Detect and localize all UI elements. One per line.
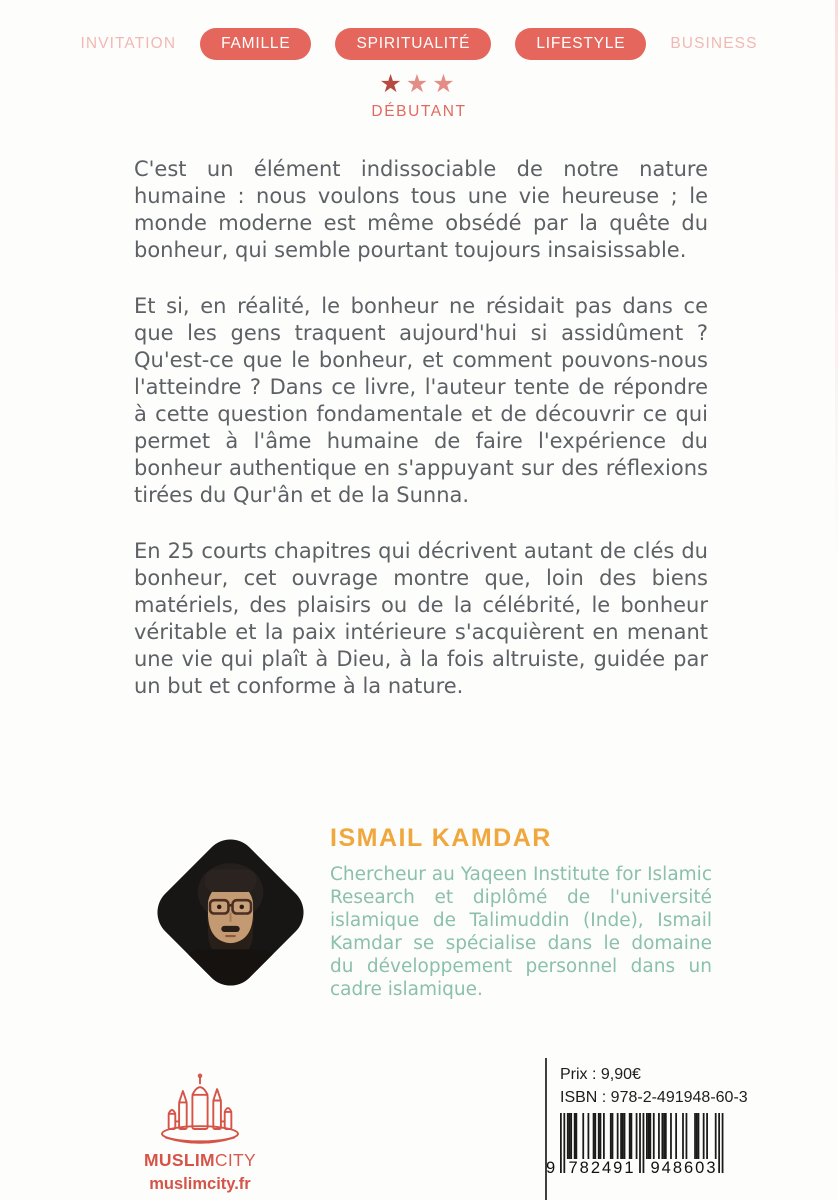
synopsis-paragraph-3: En 25 courts chapitres qui décrivent autant de clés du bonheur, cet ouvrage montre que, loin des biens matériels, des plaisirs ou de la célébrité, le bonheur véritable et la paix intérieure s'acquièrent en menant une vie qui plaît à Dieu, à la fois altruiste, guidée par un but et conforme à la nature. — [134, 539, 708, 698]
tag-lifestyle: LIFESTYLE — [515, 28, 646, 60]
star-icon: ★ — [405, 70, 433, 98]
synopsis-paragraph-2: Et si, en réalité, le bonheur ne résidait pas dans ce que les gens traquent aujourd'hui si assidûment ? Qu'est-ce que le bonheur, et comment pouvons-nous l'atteindre ? Dans ce livre, l'auteur tente de répondre à cette question fondamentale et de découvrir ce qui permet à l'âme humaine de faire l'expérience du bonheur authentique en s'appuyant sur des réflexions tirées du Qur'ân et de la Sunna. — [134, 294, 708, 507]
barcode-digit-first: 9 — [546, 1159, 558, 1177]
author-bio: Chercheur au Yaqeen Institute for Islamic Research et diplômé de l'université islamique de Talimuddin (Inde), Ismail Kamdar se spécialise dans le domaine du développement personnel dans un cadre islamique. — [330, 864, 712, 1000]
barcode-digits-right: 948603 — [650, 1159, 718, 1177]
publisher-logo — [116, 1072, 284, 1194]
synopsis — [134, 156, 708, 729]
author-name: ISMAIL KAMDAR — [330, 824, 552, 852]
difficulty-stars — [0, 72, 838, 97]
barcode-digits-left: 782491 — [568, 1159, 636, 1177]
publisher-name-bold: MUSLIM — [144, 1150, 215, 1170]
synopsis-paragraph-1: C'est un élément indissociable de notre nature humaine : nous voulons tous une vie heureuse ; le monde moderne est même obsédé par la quête du bonheur, qui semble pourtant toujours insaisissable. — [134, 157, 708, 262]
author-text — [330, 810, 712, 1015]
author-portrait-diamond — [128, 810, 333, 1015]
publisher-name-light: CITY — [214, 1150, 256, 1170]
tag-business: BUSINESS — [670, 34, 758, 52]
barcode — [546, 1113, 726, 1177]
isbn: ISBN : 978-2-491948-60-3 — [560, 1089, 748, 1106]
publisher-name — [116, 1150, 284, 1171]
author-section — [130, 810, 712, 1015]
difficulty-rating — [0, 72, 838, 121]
category-tags — [0, 28, 838, 60]
star-icon: ★ — [379, 70, 406, 98]
star-icon: ★ — [432, 70, 459, 98]
tag-spiritualite: SPIRITUALITÉ — [335, 28, 491, 60]
mosque-city-icon — [141, 1072, 259, 1148]
price: Prix : 9,90€ — [560, 1066, 641, 1083]
difficulty-label: DÉBUTANT — [371, 103, 467, 120]
tag-invitation: INVITATION — [80, 34, 177, 52]
tag-famille: FAMILLE — [200, 28, 311, 60]
publisher-website: muslimcity.fr — [149, 1175, 251, 1193]
author-photo — [130, 810, 330, 1015]
price-isbn-block — [545, 1058, 770, 1200]
